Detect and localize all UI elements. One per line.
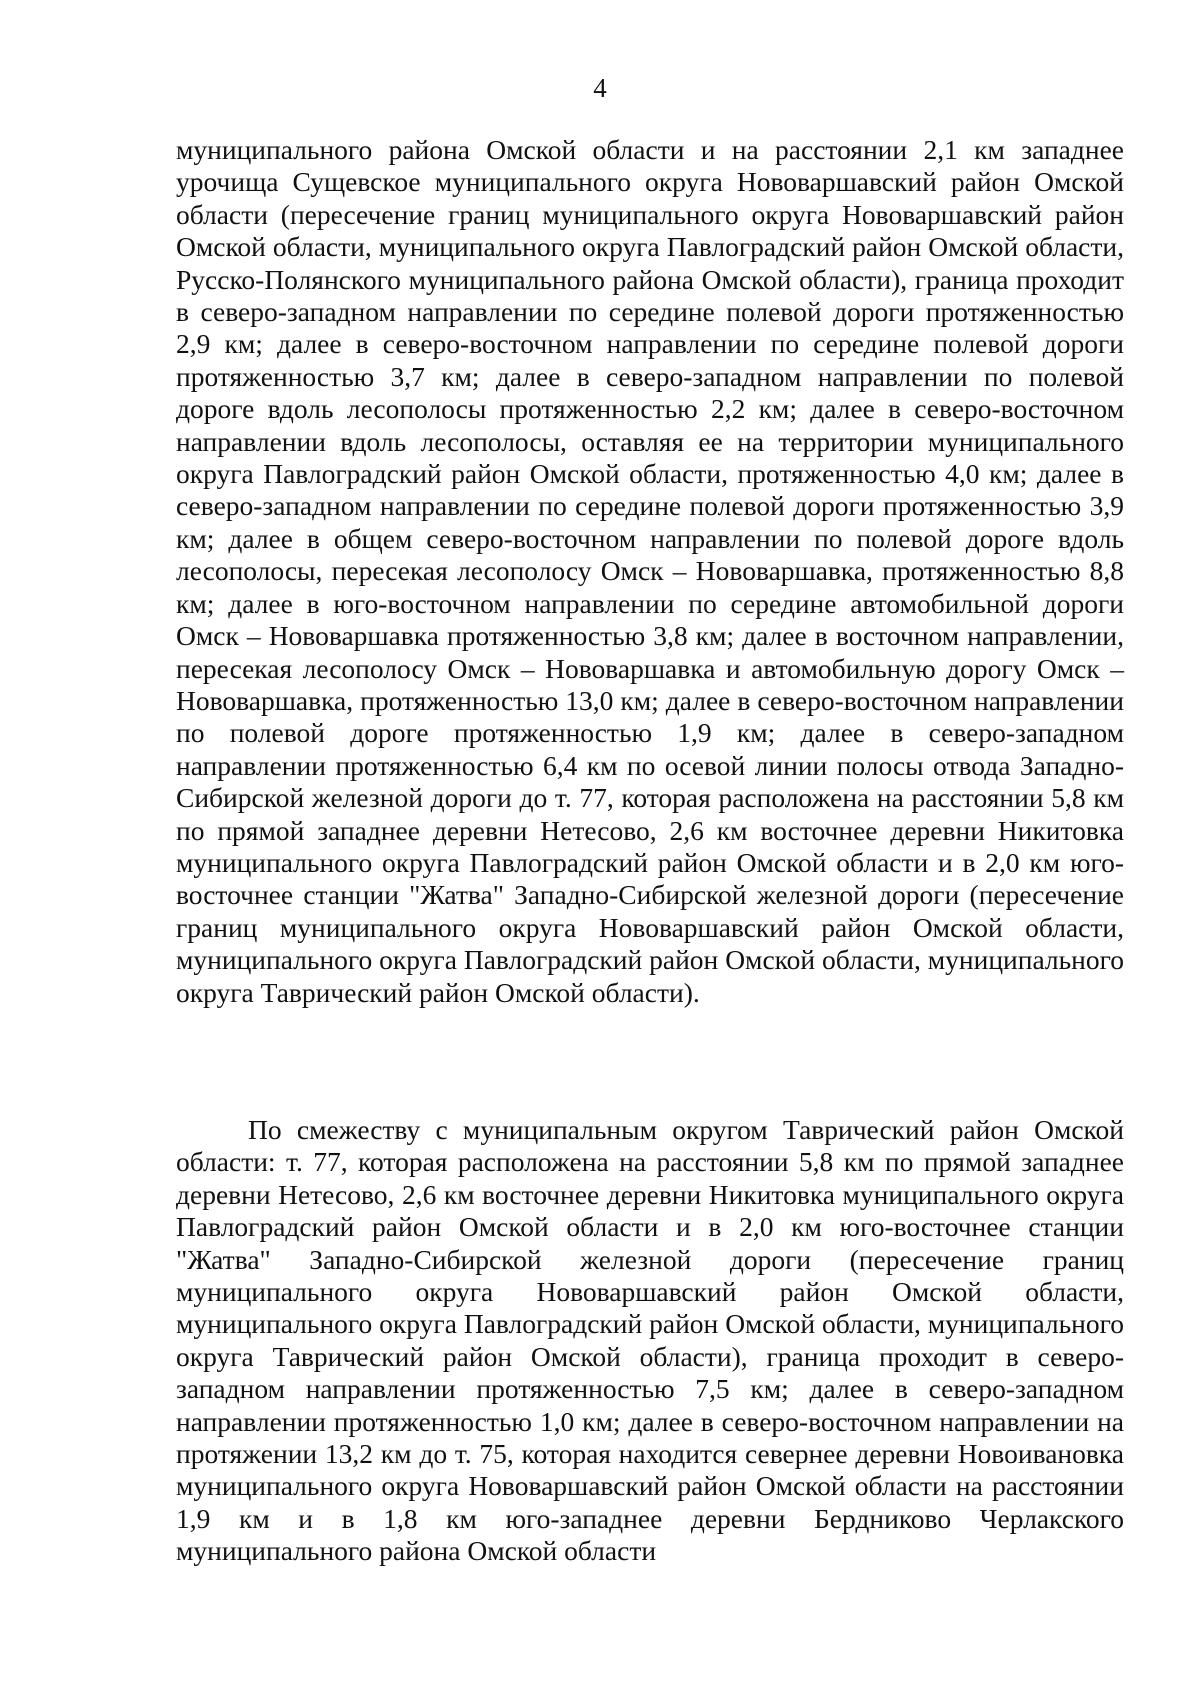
page-number: 4 [593,73,607,103]
paragraph-tavrichesky-boundary: По смежеству с муниципальным округом Таврический район Омской области: т. 77, которая расположена на расстоянии 5,8 км по прямой западнее деревни Нетесово, 2,6 км восточнее деревни Никитовка муниципального округа Павлоградский район Омской области и в 2,0 км юго-восточнее станции "Жатва" Западно-Сибирской железной дороги (пересечение границ муниципального округа Нововаршавский район Омской области, муниципального округа Павлоградский район Омской области, муниципального округа Таврический район Омской области), граница проходит в северо-западном направлении протяженностью 7,5 км; далее в северо-западном направлении протяженностью 1,0 км; далее в северо-восточном направлении на протяжении 13,2 км до т. 75, которая находится севернее деревни Новоивановка муниципального округа Нововаршавский район Омской области на расстоянии 1,9 км и в 1,8 км юго-западнее деревни Бердниково Черлакского муниципального района Омской области [176,1114,1124,1567]
paragraph-boundary-continuation: муниципального района Омской области и на расстоянии 2,1 км западнее урочища Сущевское муниципального округа Нововаршавский район Омской области (пересечение границ муниципального округа Нововаршавский район Омской области, муниципального округа Павлоградский район Омской области, Русско-Полянского муниципального района Омской области), граница проходит в северо-западном направлении по середине полевой дороги протяженностью 2,9 км; далее в северо-восточном направлении по середине полевой дороги протяженностью 3,7 км; далее в северо-западном направлении по полевой дороге вдоль лесополосы протяженностью 2,2 км; далее в северо-восточном направлении вдоль лесополосы, оставляя ее на территории муниципального округа Павлоградский район Омской области, протяженностью 4,0 км; далее в северо-западном направлении по середине полевой дороги протяженностью 3,9 км; далее в общем северо-восточном направлении по полевой дороге вдоль лесополосы, пересекая лесополосу Омск – Нововаршавка, протяженностью 8,8 км; далее в юго-восточном направлении по середине автомобильной дороги Омск – Нововаршавка протяженностью 3,8 км; далее в восточном направлении, пересекая лесополосу Омск – Нововаршавка и автомобильную дорогу Омск – Нововаршавка, протяженностью 13,0 км; далее в северо-восточном направлении по полевой дороге протяженностью 1,9 км; далее в северо-западном направлении протяженностью 6,4 км по осевой линии полосы отвода Западно-Сибирской железной дороги до т. 77, которая расположена на расстоянии 5,8 км по прямой западнее деревни Нетесово, 2,6 км восточнее деревни Никитовка муниципального округа Павлоградский район Омской области и в 2,0 км юго-восточнее станции "Жатва" Западно-Сибирской железной дороги (пересечение границ муниципального округа Нововаршавский район Омской области, муниципального округа Павлоградский район Омской области, муниципального округа Таврический район Омской области). [176,134,1124,1008]
